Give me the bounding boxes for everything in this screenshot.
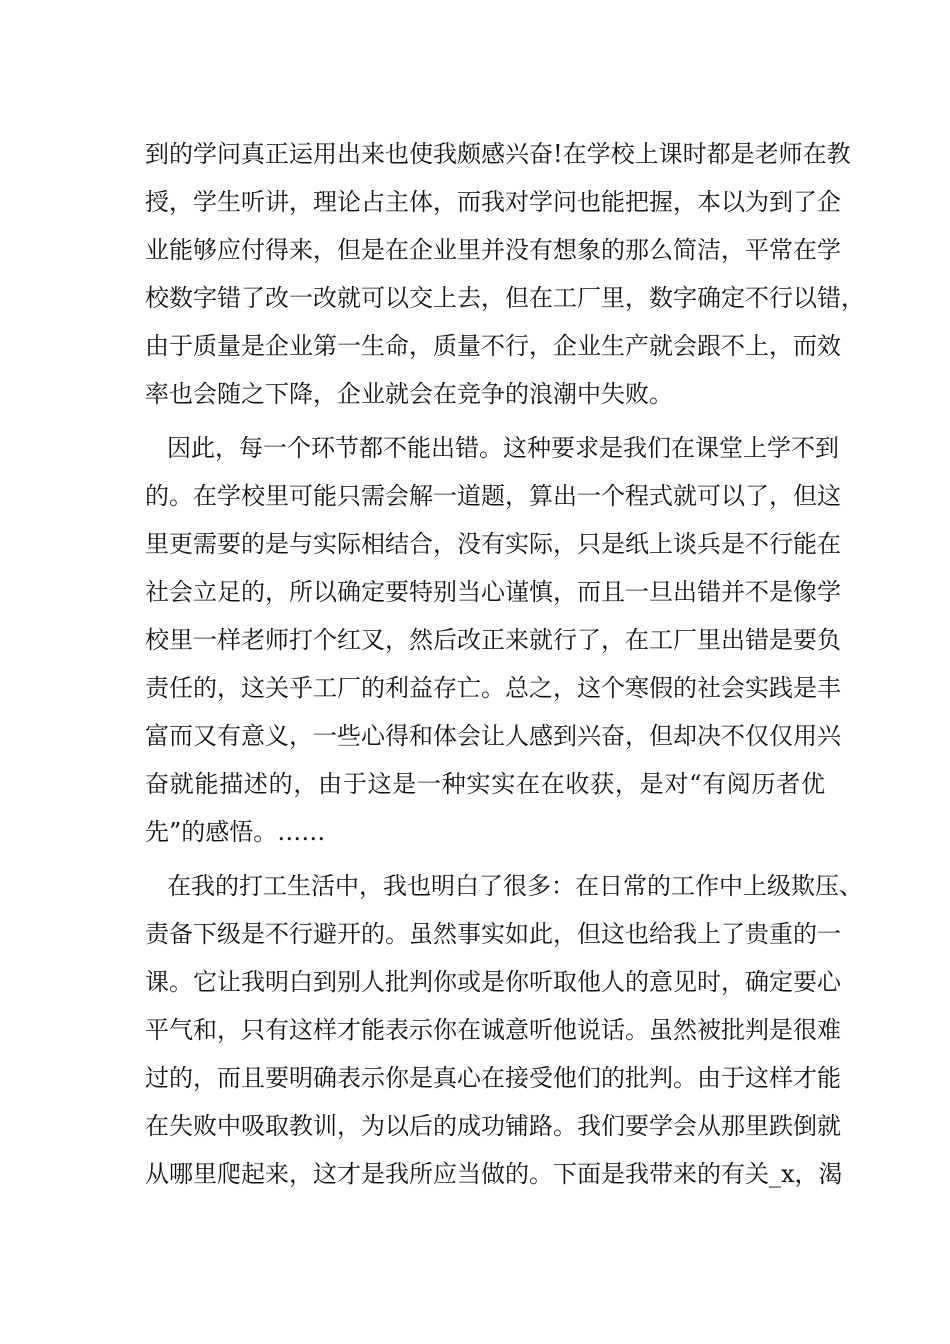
text-line: 责备下级是不行避开的。虽然事实如此，但这也给我上了贵重的一 [145,920,841,948]
text-line: 校数字错了改一改就可以交上去，但在工厂里，数字确定不行以错， [145,284,865,312]
text-line: 授，学生听讲，理论占主体，而我对学问也能把握，本以为到了企 [145,188,841,216]
text-line: 平气和，只有这样才能表示你在诚意听他说话。虽然被批判是很难 [145,1016,841,1044]
text-line: 里更需要的是与实际相结合，没有实际，只是纸上谈兵是不行能在 [145,530,841,558]
text-line: 的。在学校里可能只需会解一道题，算出一个程式就可以了，但这 [145,482,841,510]
text-line: 在我的打工生活中，我也明白了很多：在日常的工作中上级欺压、 [167,872,863,900]
text-line: 社会立足的，所以确定要特别当心谨慎，而且一旦出错并不是像学 [145,578,841,606]
text-line: 责任的，这关乎工厂的利益存亡。总之，这个寒假的社会实践是丰 [145,674,841,702]
text-line: 富而又有意义，一些心得和体会让人感到兴奋，但却决不仅仅用兴 [145,722,841,750]
text-line: 业能够应付得来，但是在企业里并没有想象的那么简洁，平常在学 [145,236,841,264]
text-line: 率也会随之下降，企业就会在竞争的浪潮中失败。 [145,380,673,408]
text-line: 课。它让我明白到别人批判你或是你听取他人的意见时，确定要心 [145,968,841,996]
text-line: 由于质量是企业第一生命，质量不行，企业生产就会跟不上，而效 [145,332,841,360]
text-line: 因此，每一个环节都不能出错。这种要求是我们在课堂上学不到 [167,434,839,462]
text-line: 过的，而且要明确表示你是真心在接受他们的批判。由于这样才能 [145,1064,841,1092]
text-line: 先”的感悟。…… [145,818,326,846]
text-line: 到的学问真正运用出来也使我颇感兴奋!在学校上课时都是老师在教 [145,140,851,168]
text-line: 从哪里爬起来，这才是我所应当做的。下面是我带来的有关_x，渴 [145,1160,843,1188]
text-line: 在失败中吸取教训，为以后的成功铺路。我们要学会从那里跌倒就 [145,1112,841,1140]
text-line: 校里一样老师打个红叉，然后改正来就行了，在工厂里出错是要负 [145,626,841,654]
text-line: 奋就能描述的，由于这是一种实实在在收获，是对“有阅历者优 [145,770,825,798]
